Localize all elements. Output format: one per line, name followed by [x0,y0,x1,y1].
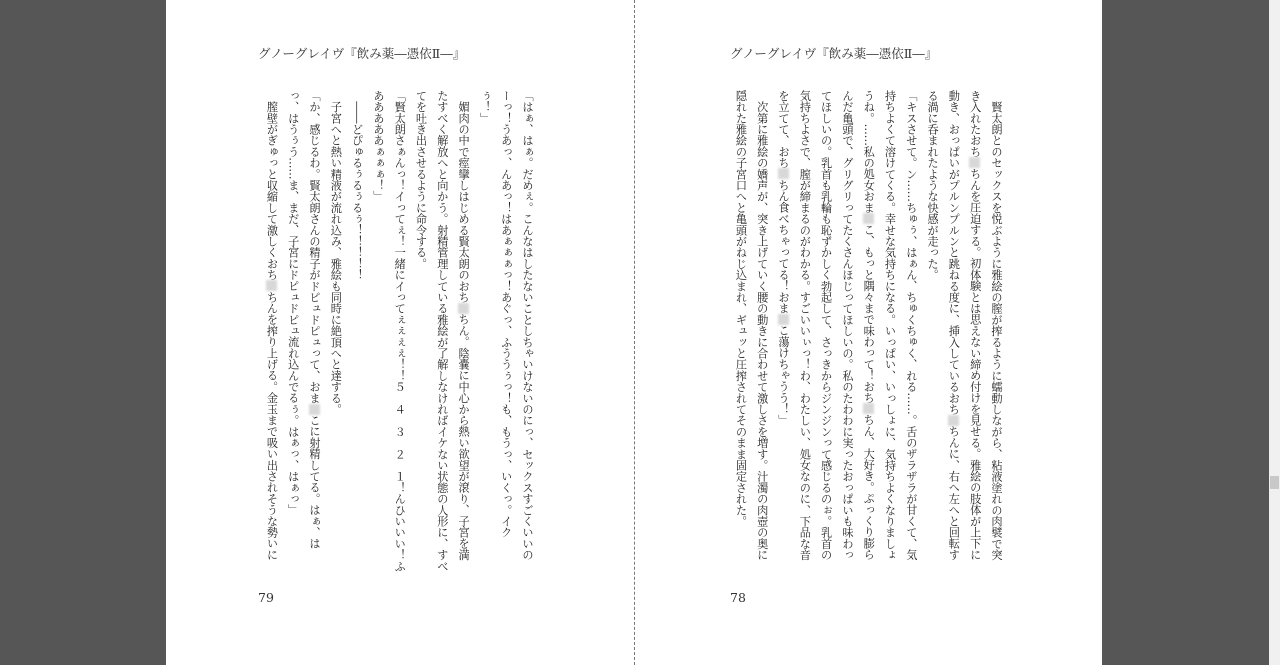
text-line: んだ亀頭で、グリグリってたくさんほじってほしいの。私のたわわに実ったおっぱいも味わっ [840,90,854,561]
text-line: ――どぴゅるぅるぅるぅ！！！！！ [350,90,364,281]
page-78 [635,0,1103,665]
text-line: 気持ちよさで、膣が締まるのがわかる。すごいいぃっ！わ、わたしい、処女なのに、下品な音 [798,90,812,561]
censored-glyph [778,314,789,325]
text-line: 次第に雅絵の嬌声が、突き上げていく腰の動きに合わせて激しさを増す。汁濁の肉壺の奥に [755,90,769,561]
text-line: っ、はうぅう……ま、まだ、子宮にドピュドピュ流れ込んでるぅ。はぁっ、はぁっ」 [286,90,300,516]
censored-glyph [969,157,980,168]
text-line: 動き、おっぱいがプルンプルンと跳ねる度に、挿入しているおちちんに、右へ左へと回転す [947,90,961,561]
text-line: 媚肉の中で痙攣しはじめる賢太朗のおちちん。陰嚢に中心から熱い欲望が滾り、子宮を満 [457,90,471,561]
running-header: グノーグレイヴ『飲み薬―憑依Ⅱ―』 [730,46,938,61]
text-line: うね。……私の処女おまこ、もっと隅々まで味わって！おちちん、大好き。ぷっくり膨ら [862,90,876,560]
text-line: を立てて、おちちん食べちゃってる！おまこ蕩けちゃうう！」 [777,90,791,426]
scrollbar-thumb[interactable] [1270,476,1279,489]
text-line: る渦に呑まれたような快感が走った。 [926,90,940,281]
text-line: てを吐き出させるように命令する。 [414,90,428,270]
page-number: 79 [258,590,274,605]
text-line: あああああぁぁぁ！」 [371,90,385,202]
text-line: たすべく解放へと向かう。射精管理している雅絵が了解しなければイケない状態の人形に、すべ [435,90,449,572]
censored-glyph [863,403,874,414]
text-line: き入れたおちちんを圧迫する。初体験とは思えない締め付けを見せる。雅絵の肢体が上下に [968,90,982,561]
censored-glyph [266,280,277,291]
vertical-scrollbar[interactable] [1269,0,1280,665]
text-line: 持ちよくて溶けてくる。幸せな気持ちになる。いっぱい、いっしょに、気持ちよくなりましょ [883,90,897,561]
running-header: グノーグレイヴ『飲み薬―憑依Ⅱ―』 [258,46,466,61]
document-spread [166,0,1102,665]
page-79 [166,0,634,665]
page-number: 78 [730,590,746,605]
text-line: てほしいの。乳首も乳輪も恥ずかしく勃起して、さっきからジンジンって感じるのぉ。乳首の [819,90,833,561]
censored-glyph [309,404,320,415]
text-line: ぅ！」 [478,90,492,124]
text-line: 子宮へと熱い精液が流れ込み、雅絵も同時に絶頂へと達する。 [329,90,343,415]
censored-glyph [948,415,959,426]
censored-glyph [778,168,789,179]
page-body [727,90,1007,578]
text-line: 「か、感じるわ。賢太朗さんの精子がドピュドピュって、おまこに射精してる。はぁ、は [308,90,322,550]
text-line: 隠れた雅絵の子宮口へと亀頭がねじ込まれ、ギュッと圧搾されてそのまま固定された。 [734,90,748,527]
text-line: 賢太朗とのセックスを悦ぶように雅絵の膣が搾るように蠕動しながら、粘液塗れの肉襞で突 [990,90,1003,561]
text-line: 「賢太朗さぁんっ！イってぇ！一緒にイってぇぇぇぇ！！５ ４ ３ ２ １！んひいいい！ふ [393,90,407,572]
text-line: ーっ！うあっ、んあっ！はあぁぁぁっ！あぐっ、ふううぅっ！も、もうっ、いくっ。イク [499,90,513,538]
text-line: 「はぁ、はぁ。だめぇ。こんなはしたないことしちゃいけないのにっ、セックスすごくいいの [521,90,534,561]
text-line: 「キスさせて。ン……ちゅぅ、はぁん、ちゅくちゅく、れる……。舌のザラザラが甘くて、気 [904,90,918,561]
page-body [258,90,538,578]
censored-glyph [863,213,874,224]
censored-glyph [458,303,469,314]
text-line: 膣壁がぎゅっと収縮して激しくおちちんを搾り上げる。金玉まで吸い出されそうな勢いに [265,90,279,561]
